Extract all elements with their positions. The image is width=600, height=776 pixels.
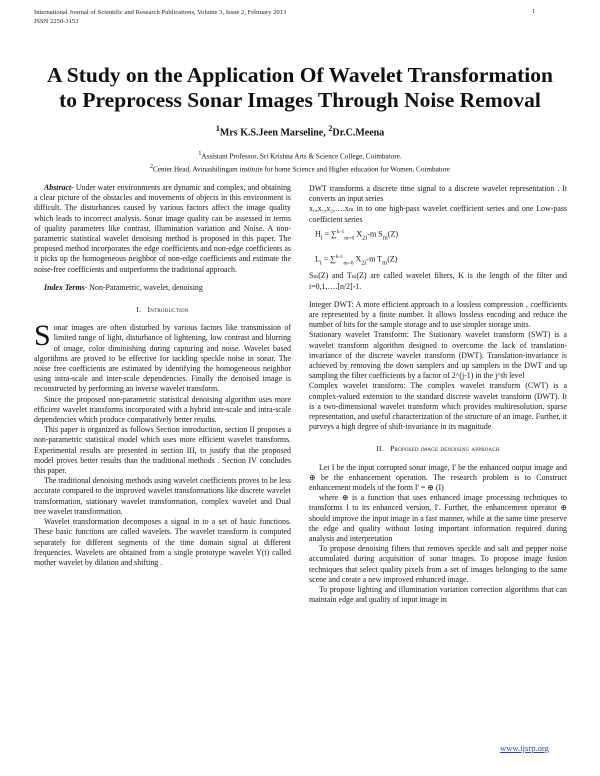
affiliation-1-text: Assistant Professor, Sri Krishna Arts & Science College, Coimbatore. [201,152,402,161]
author-list [0,124,600,138]
eq-h-sum: = ∑ [322,229,337,239]
affiliations [0,149,600,175]
section-2-number: II. [376,444,384,454]
intro-paragraph-2: Since the proposed non-parametric statistical denoising algorithm uses more efficient wavelet transforms incorporated with a hybrid intr-scale and intra-scale dependencies which produce comparatively better results. [34,394,291,425]
swt-paragraph: Stationary wavelet Transform: The Stationary wavelet transform (SWT) is a wavelet transform algorithm designed to overcome the lack of translation-invariance of the discrete wavelet transform (DWT). Translation-invariance is achieved by removing the down samplers and up samplers in the DWT and up sampling the filter coefficients by a factor of 2^(j-1) in the j^th level [309,330,567,381]
section-1-heading [34,305,291,315]
eq-l-lhs: L [315,254,320,264]
title-line-1: A Study on the Application Of Wavelet Transformation [47,63,553,87]
eq-l-sub: i [319,259,322,267]
eq-l-t-sub: m [382,259,388,267]
section-1-number: I. [136,305,142,315]
eq-h-end: (Z) [387,229,399,239]
dwt-paragraph-3: Sₘ(Z) and Tₘ(Z) are called wavelet filters, K is the length of the filter and i=0,1,….[n/2]-1. [309,271,567,291]
author-1-sup: 1 [215,124,220,133]
eq-h-upper: k-1 [336,228,345,235]
intro-paragraph-5: Wavelet transformation decomposes a signal in to a set of basic functions. These basic functions are called wavelets. The wavelet transform is computed separately for different segments of the time domain signal at different frequencies. Wavelets are obtained from a single prototype wavelet Y(t) called mother wavelet by dilation and shifting . [34,517,291,567]
abstract-label: Abstract- [44,183,74,192]
journal-header [34,8,286,26]
affiliation-2 [0,162,600,175]
section-2-heading [309,444,567,454]
eq-l-end: (Z) [387,254,398,264]
abstract [34,183,291,275]
eq-h-x-sub: 2i [362,234,368,242]
integer-dwt-paragraph: Integer DWT: A more efficient approach to a lossless compression , coefficients are represented by a finite number. It allows lossless encoding and reduce the number of bits for the sample storage and to use simpler storage units. [309,299,567,330]
affiliation-1-sup: 1 [198,151,202,157]
affiliation-1 [0,149,600,162]
page-number: 1 [532,8,536,15]
eq-h-s: -m S [367,229,383,239]
eq-l-t: -m T [366,254,383,264]
right-column [309,184,567,605]
eq-h-lhs: H [315,229,321,239]
cwt-paragraph: Complex wavelet transform: The complex wavelet transform (CWT) is a complex-valued extension to the standard discrete wavelet transform (DWT). It is a two-dimensional wavelet transform which provides multiresolution, sparse representation, and useful characterization of the structure of an image. Further, it purveys a high degree of shift-invariance in its magnitude [309,381,567,432]
drop-cap: S [34,319,51,353]
section-2-paragraph-1: Let I be the input corrupted sonar image, I' be the enhanced output image and ⊕ be the enhancement operation. The research problem is to Construct enhancement models of the form I' = ⊕ (I) [309,462,567,492]
eq-l-upper: k-1 [335,254,344,261]
section-2-paragraph-3: To propose denoising filters that removes speckle and salt and pepper noise accumulated during acquisition of sonar images. To propose image fusion techniques that select quality pixels from a set of images belonging to the same scene and create a new improved enhanced image. [309,544,567,584]
dwt-paragraph-2: x₀,x₁,x₂,….xₘ in to one high-pass wavelet coefficient series and one Low-pass coefficient series [309,204,567,224]
section-2-title: Proposed image denoising approach [390,444,500,454]
author-1: Mrs K.S.Jeen Marseline, [219,127,326,139]
affiliation-2-text: Center Head, Avinashilingam institute for home Science and Higher education for Women, Coimbatore [153,165,450,174]
journal-citation: International Journal of Scientific and Research Publications, Volume 3, Issue 2, February 2013 [34,9,287,16]
paper-title [20,63,580,113]
index-terms-label: Index Terms [44,282,85,292]
abstract-text: Under water environments are dynamic and complex, and obtaining a clear picture of the obstacles and movements of objects in this environment is difficult. The disturbances caused by various factors affect the image quality which leads to incorrect analysis. Sonar image quality can be assessed in terms of quality parameters like contrast, illumination variation and Noise. A non-parametric statistical wavelet denoising method is proposed in this paper. The proposed method incorporates the edge coefficients and non-edge coefficients as it picks up the homogeneous neighbor of non-edge coefficients and estimate the noise-free coefficients and outperforms the traditional approach. [34,183,291,274]
section-2-paragraph-4: To propose lighting and illumination variation correction algorithms that can maintain edge and quality of input image in [309,585,567,605]
issn: ISSN 2250-3153 [34,18,79,25]
eq-l-lower: m=0 [343,260,354,267]
intro-paragraph-4: The traditional denoising methods using wavelet coefficients proves to be less accurate compared to the improved wavelet transformations like discrete wavelet transformation, stationary wavelet transformation, complex wavelet and Dual tree wavelet transformation. [34,476,291,516]
author-2: Dr.C.Meena [332,127,385,139]
index-terms-text: - Non-Parametric, wavelet, denoising [84,282,203,292]
index-terms [34,283,291,293]
eq-l-x: X [353,254,362,264]
eq-l-sum: = ∑ [321,254,336,264]
title-line-2: to Preprocess Sonar Images Through Noise Removal [59,88,541,112]
eq-l-x-sub: 2i [361,259,367,267]
section-2-paragraph-2: where ⊕ is a function that uses enhanced image processing techniques to transforms I to its enhanced version, I'. Further, the enhancement operator ⊕ should improve the input image in a fast manner, while at the same time preserve the edge and quality without losing important information required during analysis and interpretation [309,493,567,543]
journal-website-link[interactable]: www.ijsrp.org [500,743,549,753]
eq-h-sub: i [320,234,323,242]
author-2-sup: 2 [328,124,333,133]
equation-high-pass [315,227,567,244]
section-1-title: Introduction [147,305,189,315]
affiliation-2-sup: 2 [150,163,154,170]
equation-low-pass [315,252,567,269]
intro-paragraph-1 [34,319,291,394]
dwt-paragraph-1: DWT transforms a discrete time signal to a discrete wavelet representation . It converts an input series [309,184,567,204]
intro-paragraph-3: This paper is organized as follows Section introduction, section II proposes a non-parametric statistical model which uses more efficient wavelet transforms. Experimental results are presented in section III, to justify that the proposed model proves better results than the traditional methods . Section IV concludes this paper. [34,425,291,476]
left-column [34,183,291,568]
intro-paragraph-1-text: onar images are often disturbed by various factors like transmission of limited range of light, disturbance of lightening, low contrast and blurring of image, color diminishing during capturing and noise. Wavelet based algorithms are proved to be effective for tackling speckle noise in sonar. The noise free coefficients are estimated by identifying the homogeneous neighbor using intra-scale and inter-scale dependencies. Finally the denoised image is reconstructed by performing an inverse wavelet transform. [34,323,291,394]
eq-h-lower: m=0 [344,235,355,242]
eq-h-s-sub: m [382,234,388,242]
eq-h-x: X [354,229,363,239]
